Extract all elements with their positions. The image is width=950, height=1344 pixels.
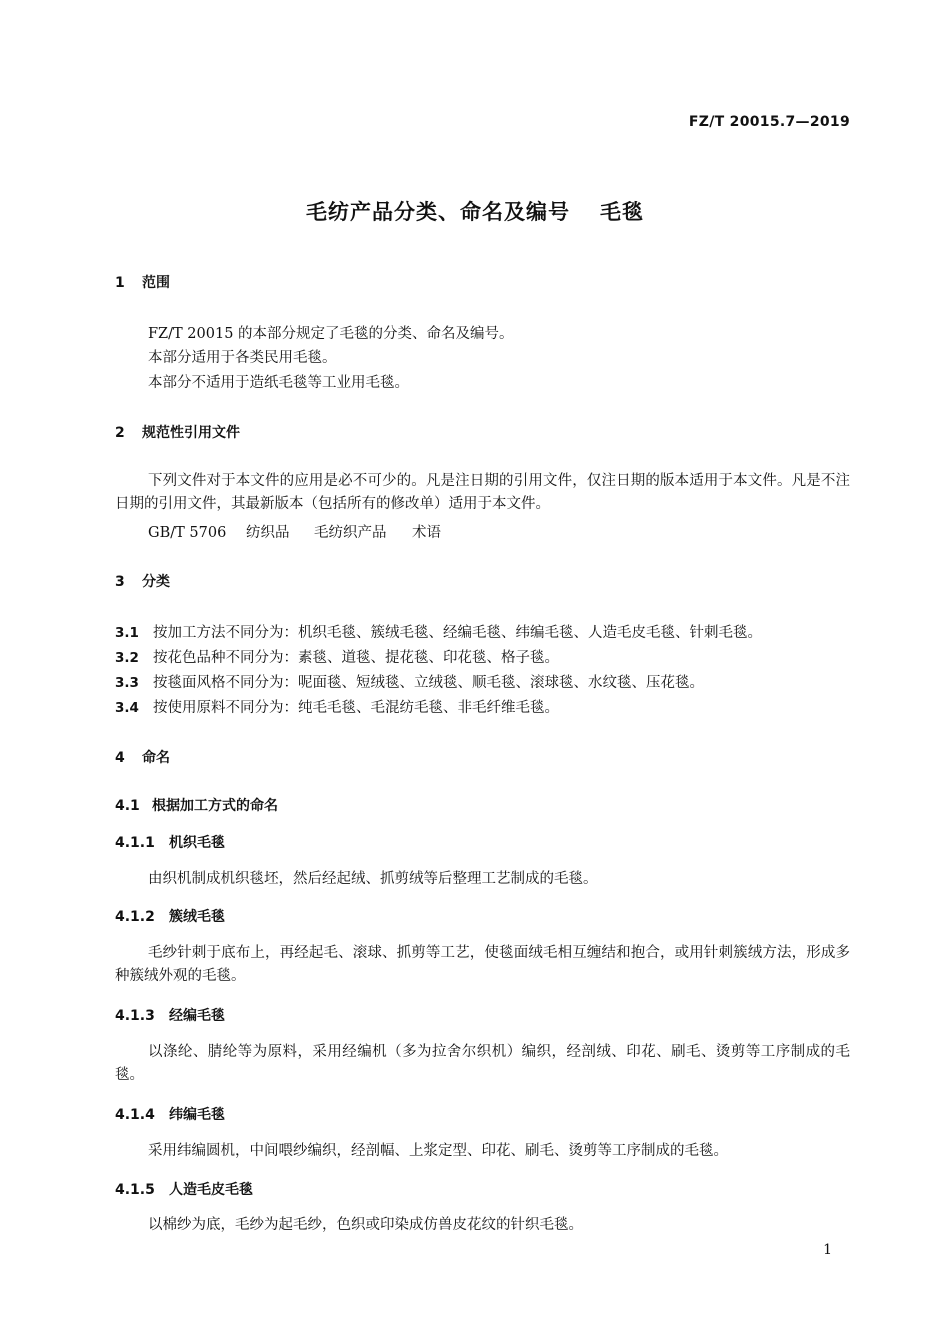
scope-line: 本部分适用于各类民用毛毯。 — [148, 350, 337, 366]
subsection-number: 4.1.2 — [115, 909, 155, 925]
subsection-title: 机织毛毯 — [169, 835, 225, 851]
classification-item — [115, 671, 704, 692]
section-3-heading — [115, 571, 170, 591]
subsection-number: 4.1.3 — [115, 1008, 155, 1024]
scope-line: FZ/T 20015 的本部分规定了毛毯的分类、命名及编号。 — [148, 326, 514, 342]
subsection-number: 4.1 — [115, 798, 140, 814]
item-text: 按毯面风格不同分为：呢面毯、短绒毯、立绒毯、顺毛毯、滚球毯、水纹毯、压花毯。 — [153, 675, 704, 691]
subsection-heading — [115, 1005, 225, 1025]
page-title — [0, 196, 950, 226]
scope-line: 本部分不适用于造纸毛毯等工业用毛毯。 — [148, 375, 409, 391]
definition-paragraph: 以棉纱为底，毛纱为起毛纱，色织或印染成仿兽皮花纹的针织毛毯。 — [148, 1217, 583, 1233]
title-sub: 毛毯 — [600, 200, 644, 224]
subsection-title: 根据加工方式的命名 — [152, 798, 278, 814]
section-number: 3 — [115, 574, 125, 590]
subsection-title: 经编毛毯 — [169, 1008, 225, 1024]
subsection-title: 簇绒毛毯 — [169, 909, 225, 925]
item-number: 3.4 — [115, 700, 139, 716]
section-title: 范围 — [142, 275, 170, 291]
subsection-heading — [115, 1179, 253, 1199]
item-text: 按花色品种不同分为：素毯、道毯、提花毯、印花毯、格子毯。 — [153, 650, 559, 666]
classification-item — [115, 621, 762, 642]
reference-name: 毛纺织产品 — [314, 525, 387, 541]
subsection-title: 纬编毛毯 — [169, 1107, 225, 1123]
definition-paragraph: 以涤纶、腈纶等为原料，采用经编机（多为拉舍尔织机）编织，经剖绒、印花、刷毛、烫剪等工序制成的毛毯。 — [115, 1044, 850, 1083]
classification-item — [115, 646, 559, 667]
standard-code: FZ/T 20015.7—2019 — [688, 114, 850, 130]
item-text: 按使用原料不同分为：纯毛毛毯、毛混纺毛毯、非毛纤维毛毯。 — [153, 700, 559, 716]
subsection-heading — [115, 1104, 225, 1124]
section-number: 2 — [115, 425, 125, 441]
subsection-4-1-heading — [115, 795, 278, 815]
normative-paragraph: 下列文件对于本文件的应用是必不可少的。凡是注日期的引用文件，仅注日期的版本适用于本文件。凡是不注日期的引用文件，其最新版本（包括所有的修改单）适用于本文件。 — [115, 473, 850, 512]
subsection-heading — [115, 906, 225, 926]
item-number: 3.3 — [115, 675, 139, 691]
section-4-heading — [115, 747, 170, 767]
reference-code: GB/T 5706 — [148, 525, 227, 541]
subsection-title: 人造毛皮毛毯 — [169, 1182, 253, 1198]
section-title: 命名 — [142, 750, 170, 766]
item-number: 3.1 — [115, 625, 139, 641]
section-2-heading — [115, 422, 240, 442]
item-number: 3.2 — [115, 650, 139, 666]
subsection-number: 4.1.1 — [115, 835, 155, 851]
page-number: 1 — [823, 1242, 832, 1258]
classification-item — [115, 696, 559, 717]
section-1-heading — [115, 272, 170, 292]
reference-name: 纺织品 — [246, 525, 290, 541]
subsection-heading — [115, 832, 225, 852]
subsection-number: 4.1.5 — [115, 1182, 155, 1198]
reference-name: 术语 — [412, 525, 441, 541]
section-number: 4 — [115, 750, 125, 766]
section-number: 1 — [115, 275, 125, 291]
definition-paragraph: 由织机制成机织毯坯，然后经起绒、抓剪绒等后整理工艺制成的毛毯。 — [148, 871, 598, 887]
definition-paragraph: 采用纬编圆机，中间喂纱编织，经剖幅、上浆定型、印花、刷毛、烫剪等工序制成的毛毯。 — [148, 1143, 728, 1159]
section-title: 分类 — [142, 574, 170, 590]
item-text: 按加工方法不同分为：机织毛毯、簇绒毛毯、经编毛毯、纬编毛毯、人造毛皮毛毯、针刺毛毯。 — [153, 625, 762, 641]
subsection-number: 4.1.4 — [115, 1107, 155, 1123]
definition-paragraph: 毛纱针刺于底布上，再经起毛、滚球、抓剪等工艺，使毯面绒毛相互缠结和抱合，或用针刺簇绒方法，形成多种簇绒外观的毛毯。 — [115, 945, 850, 984]
title-main: 毛纺产品分类、命名及编号 — [306, 200, 570, 224]
normative-reference — [148, 521, 441, 542]
section-title: 规范性引用文件 — [142, 425, 240, 441]
